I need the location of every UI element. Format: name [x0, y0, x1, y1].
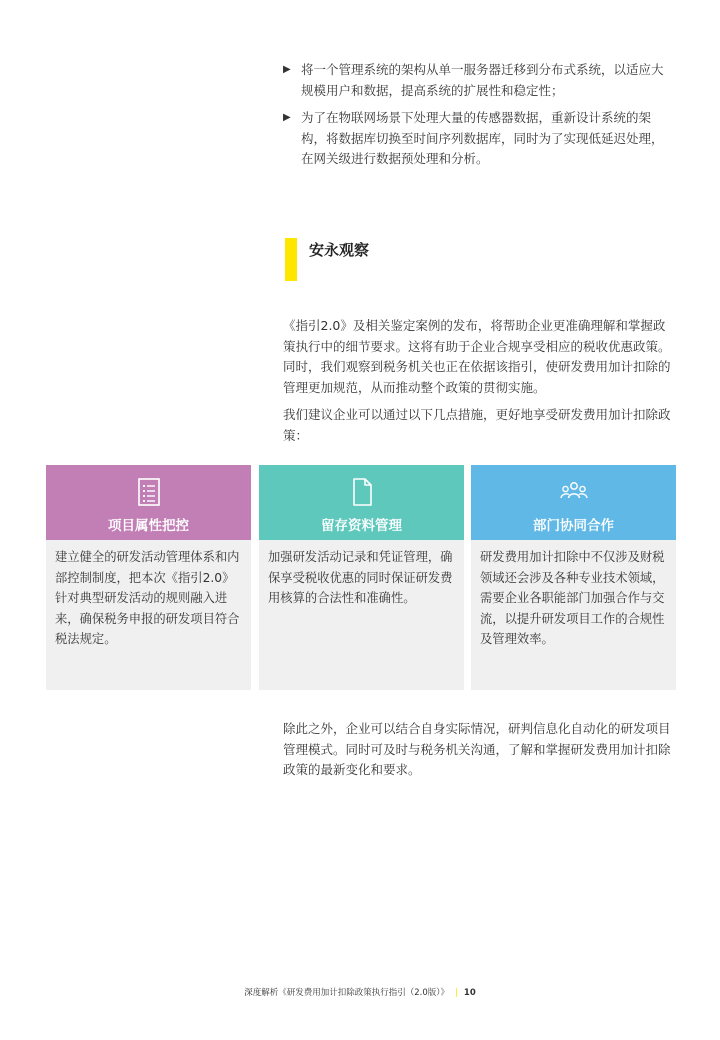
- paragraph-intro: 《指引2.0》及相关鉴定案例的发布，将帮助企业更准确理解和掌握政策执行中的细节要求。这将有助于企业合规享受相应的税收优惠政策。同时，我们观察到税务机关也正在依据该指引，使研发费用加计扣除的管理更加规范，从而推动整个政策的贯彻实施。: [283, 318, 671, 395]
- section-accent-bar: [285, 238, 297, 281]
- bullet-item: [283, 60, 675, 101]
- paragraph-recommendation: 我们建议企业可以通过以下几点措施，更好地享受研发费用加计扣除政策：: [283, 407, 671, 443]
- triangle-bullet-icon: ▶: [283, 112, 291, 123]
- bullet-text: 将一个管理系统的架构从单一服务器迁移到分布式系统，以适应大规模用户和数据，提高系统的扩展性和稳定性；: [301, 62, 664, 98]
- page-footer: [0, 986, 720, 998]
- card-project-attribute: [46, 465, 251, 690]
- card-header: [471, 465, 676, 540]
- card-document-management: [259, 465, 464, 690]
- card-department-collaboration: [471, 465, 676, 690]
- bullet-item: [283, 108, 675, 170]
- card-body: 建立健全的研发活动管理体系和内部控制制度，把本次《指引2.0》针对典型研发活动的规则融入进来，确保税务申报的研发项目符合税法规定。: [46, 540, 251, 690]
- card-body: 研发费用加计扣除中不仅涉及财税领域还会涉及各种专业技术领域，需要企业各职能部门加强合作与交流，以提升研发项目工作的合规性及管理效率。: [471, 540, 676, 690]
- card-title: 部门协同合作: [533, 518, 614, 534]
- checklist-document-icon: [134, 477, 164, 507]
- card-title: 留存资料管理: [321, 518, 402, 534]
- footer-separator: |: [455, 988, 458, 998]
- card-body: 加强研发活动记录和凭证管理，确保享受税收优惠的同时保证研发费用核算的合法性和准确性。: [259, 540, 464, 690]
- paragraph-closing: 除此之外，企业可以结合自身实际情况，研判信息化自动化的研发项目管理模式。同时可及时与税务机关沟通，了解和掌握研发费用加计扣除政策的最新变化和要求。: [283, 721, 671, 777]
- bullet-text: 为了在物联网场景下处理大量的传感器数据，重新设计系统的架构，将数据库切换至时间序列数据库，同时为了实现低延迟处理，在网关级进行数据预处理和分析。: [301, 110, 664, 166]
- section-title: 安永观察: [309, 241, 370, 259]
- team-people-icon: [555, 477, 593, 507]
- page-number: 10: [463, 988, 476, 998]
- triangle-bullet-icon: ▶: [283, 64, 291, 75]
- card-header: [259, 465, 464, 540]
- card-title: 项目属性把控: [108, 518, 189, 534]
- document-icon: [347, 477, 377, 507]
- footer-title: 深度解析《研发费用加计扣除政策执行指引（2.0版）》: [244, 988, 450, 998]
- card-header: [46, 465, 251, 540]
- bullet-list: [283, 60, 675, 177]
